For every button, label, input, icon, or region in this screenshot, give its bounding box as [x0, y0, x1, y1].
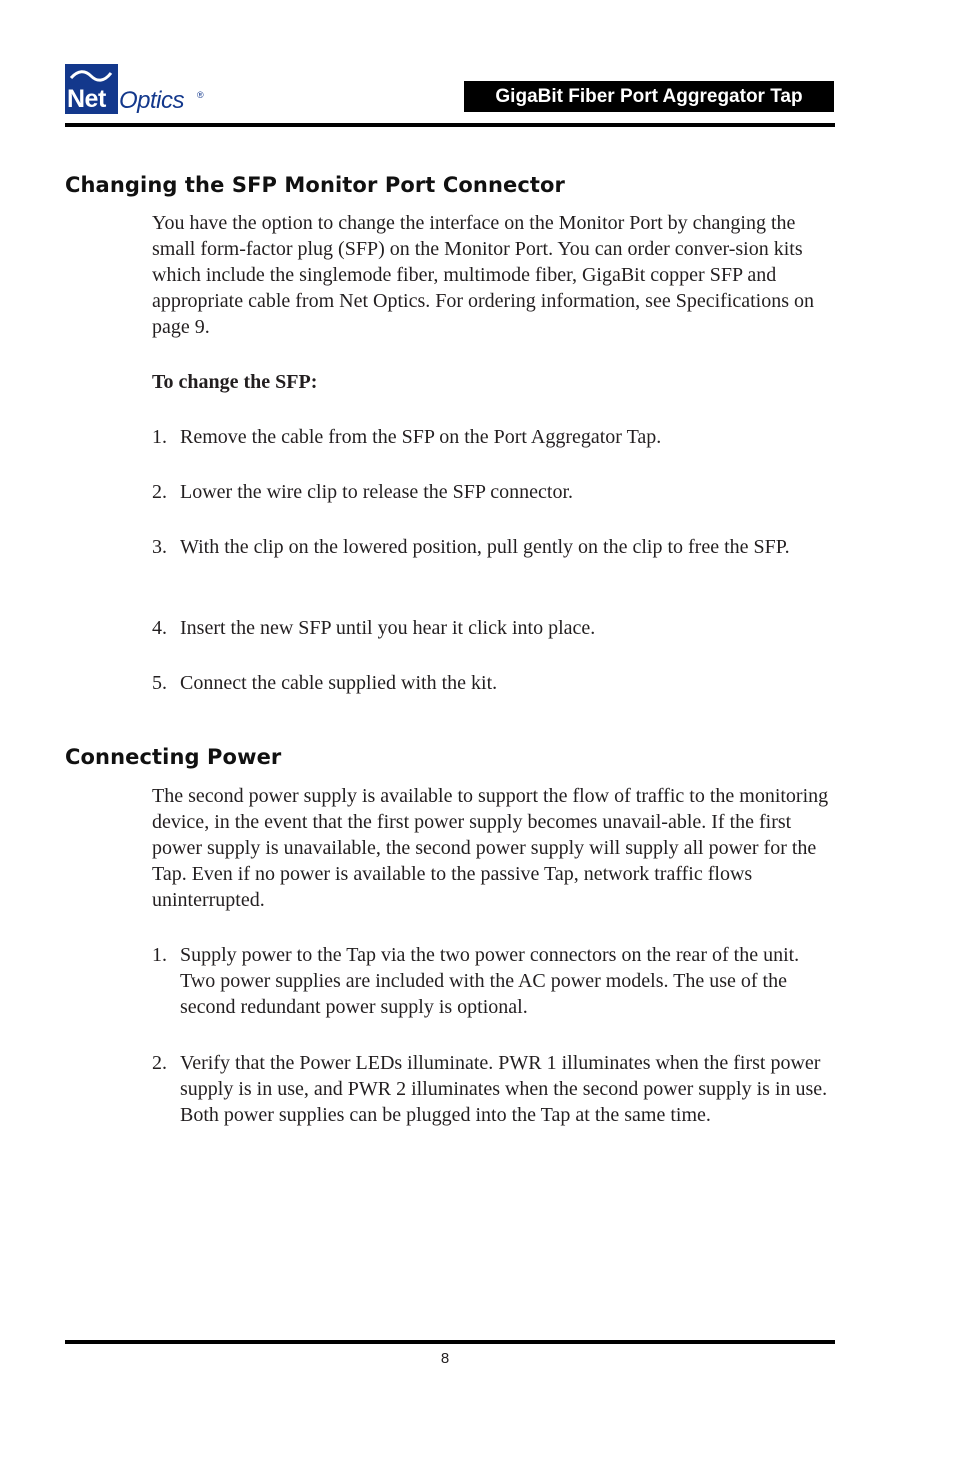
- footer-rule: [65, 1340, 835, 1344]
- step-number: 2.: [152, 1052, 167, 1074]
- procedure-title: To change the SFP:: [152, 371, 318, 393]
- logo-optics-text: Optics: [119, 87, 185, 114]
- page-number: 8: [440, 1350, 450, 1367]
- step-text: Remove the cable from the SFP on the Port Aggregator Tap.: [180, 426, 662, 448]
- power-intro-paragraph: The second power supply is available to support the flow of traffic to the monitoring device, in the event that the first power supply becomes unavail-able. If the first power supply is unavailable, the second power supply will supply all power for the Tap. Even if no power is available to the passive Tap, network traffic flows uninterrupted.: [152, 785, 829, 911]
- step-text: With the clip on the lowered position, pull gently on the clip to free the SFP.: [180, 536, 790, 558]
- step-number: 3.: [152, 536, 167, 558]
- logo-mark: [65, 64, 118, 114]
- net-optics-logo: [65, 64, 225, 116]
- step-text: Verify that the Power LEDs illuminate. PWR 1 illuminates when the first power supply is in use, and PWR 2 illuminates when the second power supply is in use. Both power supplies can be plugged into the Tap at the same time.: [180, 1052, 828, 1126]
- registered-mark: ®: [197, 90, 204, 100]
- step-text: Insert the new SFP until you hear it click into place.: [180, 617, 596, 639]
- step-text: Connect the cable supplied with the kit.: [180, 672, 498, 694]
- wave-icon: [69, 68, 113, 84]
- section-heading-power: Connecting Power: [65, 745, 282, 769]
- step-number: 5.: [152, 672, 167, 694]
- step-number: 2.: [152, 481, 167, 503]
- step-number: 1.: [152, 944, 167, 966]
- step-number: 4.: [152, 617, 167, 639]
- sfp-intro-paragraph: You have the option to change the interface on the Monitor Port by changing the small form-factor plug (SFP) on the Monitor Port. You can order conver-sion kits which include the singlemode fiber, multimode fiber, GigaBit copper SFP and appropriate cable from Net Optics. For ordering information, see Specifications on page 9.: [152, 212, 815, 338]
- logo-net-text: Net: [67, 85, 106, 113]
- step-text: Supply power to the Tap via the two power connectors on the rear of the unit. Two power supplies are included with the AC power models. The use of the second redundant power supply is optional.: [180, 944, 800, 1018]
- step-text: Lower the wire clip to release the SFP connector.: [180, 481, 574, 503]
- document-title: GigaBit Fiber Port Aggregator Tap: [464, 81, 834, 112]
- section-heading-sfp: Changing the SFP Monitor Port Connector: [65, 173, 566, 197]
- header-rule: [65, 123, 835, 127]
- step-number: 1.: [152, 426, 167, 448]
